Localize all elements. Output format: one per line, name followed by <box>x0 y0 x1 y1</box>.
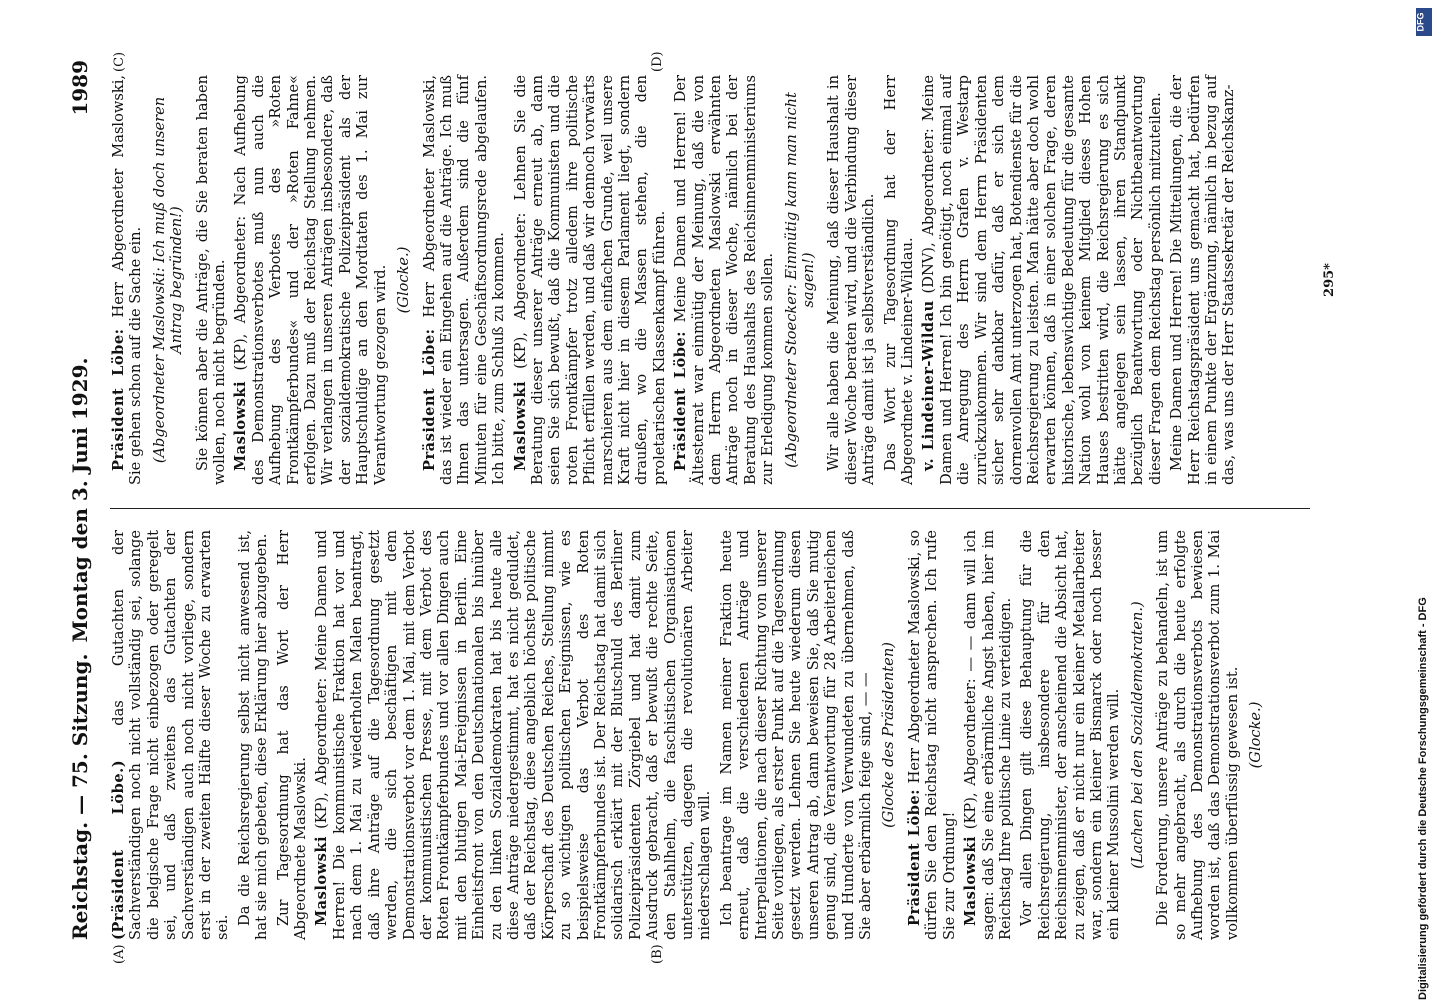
paragraph <box>421 75 508 485</box>
speaker-name: Präsident Löbe: <box>672 330 690 471</box>
paragraph <box>1018 530 1122 940</box>
stage-direction: (Glocke des Präsidenten) <box>880 642 898 828</box>
paragraph <box>1168 75 1238 485</box>
paragraph <box>962 530 1014 940</box>
margin-letter-c: (C) <box>112 51 127 72</box>
dfg-sidebar <box>1414 0 1434 1000</box>
margin-letter-d: (D) <box>650 51 665 72</box>
paragraph <box>194 75 229 485</box>
paragraph-text: (KP), Abgeordneter: — — dann will ich sagen: daß Sie eine erbärmliche Angst haben, hier im Reichstag Ihre politische Linie zu verteidigen. <box>962 529 1014 940</box>
paragraph-text: Ich beantrage im Namen meiner Fraktion heute erneut, daß die verschiedenen Anträge und Interpellationen, die nach dieser Richtung von unserer Seite vorliegen, als erster Punkt auf die Tagesordnung gesetzt werden. Lehnen Sie heute wiederum diesen unseren Antrag ab, dann beweisen Sie, daß Sie mutig genug sind, die Verantwortung für 28 Arbeiterleichen und Hunderte von Verwundeten zu übernehmen, daß Sie aber erbärmlich feige sind, — — <box>717 530 875 940</box>
column-rule <box>110 508 1310 509</box>
paragraph <box>110 75 145 485</box>
paragraph <box>110 530 232 940</box>
paragraph <box>1154 530 1241 940</box>
stage-direction: (Abgeordneter Maslowski: Ich muß doch unseren Antrag begründen!) <box>150 96 186 464</box>
paragraph-text: Zur Tagesordnung hat das Wort der Herr Abgeordnete Maslowski. <box>274 530 310 940</box>
speaker-name: Maslowski <box>511 380 529 471</box>
paragraph <box>236 530 271 940</box>
speaker-name: Präsident Löbe: <box>110 328 127 471</box>
paragraph <box>672 75 776 485</box>
stage-direction: (Glocke.) <box>395 246 413 314</box>
paragraph <box>275 530 310 940</box>
paragraph-text: Wir alle haben die Meinung, daß dieser Haushalt in dieser Woche beraten wird, und die Verbindung dieser Anträge damit ist ja selbstverständlich. <box>825 75 878 485</box>
paragraph <box>825 75 877 485</box>
margin-letter-b: (B) <box>650 944 665 964</box>
header-center: Montag den 3. Juni 1929. <box>68 357 92 643</box>
speaker-name: v. Lindeiner-Wildau <box>920 300 938 471</box>
dfg-logo: DFG <box>1416 8 1432 36</box>
paragraph-text: das Gutachten der Sachverständigen noch nicht vollständig sei, solange die belgische Frage nicht einbezogen oder geregelt sei, und daß zweitens das Gutachten der Sachverständigen auch noch nicht vorliege, sondern erst in der zweiten Hälfte dieser Woche zu erwarten sei. <box>110 530 232 940</box>
scanned-page <box>60 51 1390 964</box>
speaker-name: Maslowski <box>232 380 250 471</box>
page-footer: 295* <box>1322 263 1337 297</box>
paragraph <box>512 75 669 485</box>
paragraph-text: Meine Damen und Herren! Die Mitteilungen, die der Herr Reichstagspräsident uns gemacht hat, bedürfen in einem Punkte der Ergänzung, nämlich in bezug auf das, was uns der Herr Staatssekretär der Reichskanz- <box>1168 75 1238 485</box>
speaker-name: Maslowski <box>962 835 980 926</box>
paragraph-text: Das Wort zur Tagesordnung hat der Herr Abgeordnete v. Lindeiner-Wildau. <box>881 75 917 485</box>
paragraph <box>313 530 713 940</box>
paragraph-text: Herr Abgeordneter Maslowski, Sie gehen schon auf die Sache ein. <box>110 74 145 485</box>
page-header <box>60 60 100 940</box>
paragraph-text: Die Forderung, unsere Anträge zu behandeln, ist um so mehr angebracht, als durch die heute erfolgte Aufhebung des Demonstrationsverbots bewiesen worden ist, daß das Demonstrationsverbot zum 1. Mai vollkommen überflüssig gewesen ist. <box>1154 530 1241 940</box>
stage-direction: (Lachen bei den Sozialdemokraten.) <box>1128 601 1146 869</box>
margin-letter-a: (A) <box>112 944 127 964</box>
header-left: Reichstag. — 75. Sitzung. <box>68 653 92 940</box>
paragraph <box>882 75 917 485</box>
speaker-name: (Präsident Löbe.) <box>110 759 127 940</box>
paragraph-text: (KP), Abgeordneter: Lehnen Sie die Beratung dieser unserer Anträge erneut ab, dann seien Sie sich bewußt, daß die Kommunisten und die roten Frontkämpfer trotz alledem ihre politische Pflicht erfüllen werden, und daß wir dennoch vorwärts marschieren aus dem einfachen Grunde, weil unsere Kraft nicht hier in diesem Parlament liegt, sondern draußen, wo die Massen stehen, die den proletarischen Klassenkampf führen. <box>511 75 668 485</box>
paragraph-text: Herr Abgeordneter Maslowski, das ist wieder ein Eingehen auf die Anträge. Ich muß Ihnen das untersagen. Außerdem sind die fünf Minuten für eine Geschäftsordnungsrede abgelaufen. Ich bitte, zum Schluß zu kommen. <box>420 74 508 485</box>
paragraph-text: Da die Reichsregierung selbst nicht anwesend ist, hat sie mich gebeten, diese Erklärung hier abzugeben. <box>235 530 271 940</box>
stage-direction: (Abgeordneter Stoecker: Einmütig kann man nicht sagen!) <box>782 92 818 468</box>
right-column <box>110 75 1242 485</box>
stage-direction: (Glocke.) <box>1247 701 1265 769</box>
paragraph-text: (KP), Abgeordneter: Meine Damen und Herren! Die kommunistische Fraktion hat vor und nach dem 1. Mai zu wiederholten Malen beantragt, daß ihre Anträge auf die Tagesordnung gesetzt werden, die sich beschäftigen mit dem Demonstrationsverbot vor dem 1. Mai, mit dem Verbot der kommunistischen Presse, mit dem Verbot des Roten Frontkämpferbundes und vor allen Dingen auch mit den blutigen Mai-Ereignissen in Berlin. Eine Einheitsfront von den Deutschnationalen bis hinüber zu den linken Sozialdemokraten hat bis heute alle diese Anträge niedergestimmt, hat es nicht geduldet, daß der Reichstag, diese angeblich höchste politische Körperschaft des Deutschen Reiches, Stellung nimmt zu so wichtigen politischen Ereignissen, wie es beispielsweise das Verbot des Roten Frontkämpferbundes ist. Der Reichstag hat damit sich solidarisch erklärt mit der Blutschuld des Berliner Polizeipräsidenten Zörgiebel und hat damit zum Ausdruck gebracht, daß er bewußt die rechte Seite, den Stahlhelm, die faschistischen Organisationen unterstützen, dagegen die revolutionären Arbeiter niederschlagen will. <box>313 530 714 940</box>
paragraph <box>718 530 875 940</box>
paragraph <box>920 75 1164 485</box>
left-column <box>110 530 1273 940</box>
paragraph <box>232 75 389 485</box>
paragraph-text: Meine Damen und Herren! Der Ältestenrat war einmütig der Meinung, daß die von dem Herrn Abgeordneten Maslowski erwähnten Anträge noch in dieser Woche, nämlich bei der Beratung des Haushalts des Reichsinnenministeriums zur Erledigung kommen sollen. <box>672 74 777 485</box>
paragraph-text: (DNV), Abgeordneter: Meine Damen und Herren! Ich bin genötigt, noch einmal auf die Anregung des Herrn Grafen v. Westarp zurückzukommen. Wir sind dem Herrn Präsidenten sicher sehr dankbar dafür, daß er sich dem dornenvollen Amt unterzogen hat, Botendienste für die Reichsregierung zu leisten. Man hätte aber doch wohl erwarten können, daß in einer solchen Frage, deren historische, lebenswichtige Bedeutung für die gesamte Nation wohl von keinem Mitglied dieses Hohen Hauses bestritten wird, die Reichsregierung es sich hätte angelegen sein lassen, ihren Standpunkt bezüglich Beantwortung oder Nichtbeantwortung dieser Fragen dem Reichstag persönlich mitzuteilen. <box>920 75 1164 485</box>
speaker-name: Präsident Löbe: <box>420 328 438 471</box>
paragraph-text: (KP), Abgeordneter: Nach Aufhebung des Demonstrationsverbotes muß nun auch die Aufhebung des Verbotes des »Roten Frontkämpferbundes« und der »Roten Fahne« erfolgen. Dazu muß der Reichstag Stellung nehmen. Wir verlangen in unseren Anträgen insbesondere, daß der sozialdemokratische Polizeipräsident als der Hauptschuldige an den Mordtaten des 1. Mai zur Verantwortung gezogen wird. <box>232 75 389 485</box>
header-page-number: 1989 <box>68 60 92 116</box>
dfg-credit-text: Digitalisierung gefördert durch die Deutsche Forschungsgemeinschaft - DFG <box>1417 597 1429 1000</box>
rotated-page-content <box>60 51 1390 964</box>
speaker-name: Präsident Löbe: <box>905 788 923 926</box>
paragraph-text: Herr Abgeordneter Maslowski, so dürfen Sie den Reichstag nicht ansprechen. Ich rufe Sie zur Ordnung! <box>905 529 958 940</box>
paragraph-text: Sie können aber die Anträge, die Sie beraten haben wollen, noch nicht begründen. <box>193 75 229 485</box>
paragraph-text: Vor allen Dingen gilt diese Behauptung für die Reichsregierung, insbesondere für den Reichsinnenminister, der anscheinend die Absicht hat, zu zeigen, daß er nicht nur ein kleiner Metallarbeiter war, sondern ein kleiner Bismarck oder noch besser ein kleiner Mussolini werden will. <box>1018 530 1123 940</box>
paragraph <box>906 530 958 940</box>
speaker-name: Maslowski <box>313 835 331 926</box>
